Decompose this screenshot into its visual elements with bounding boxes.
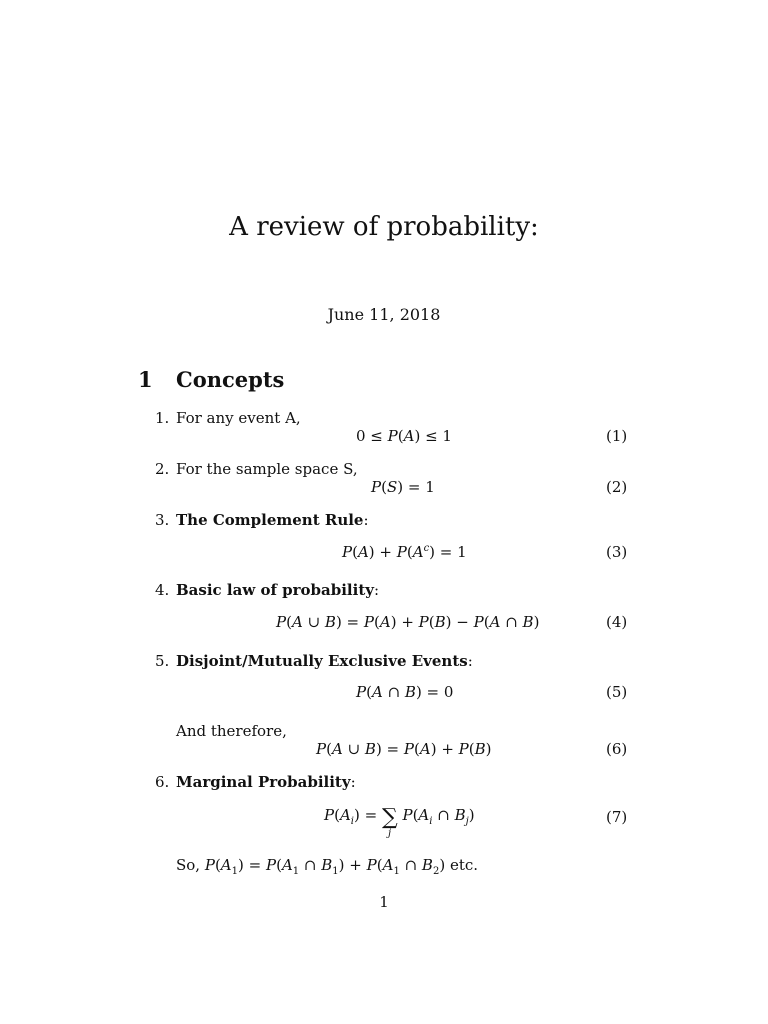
item-text: For any event A, [176,409,301,427]
item-number: 1. [155,409,170,427]
page-number: 1 [379,893,389,911]
document-title: A review of probability: [229,212,539,242]
item-text: The Complement Rule: [176,511,369,529]
item-number: 3. [155,511,170,529]
item-number: 6. [155,773,170,791]
item-label: Disjoint/Mutually Exclusive Events [176,652,468,670]
equation-number: (2) [606,478,628,496]
item-text: Marginal Probability: [176,773,356,791]
equation-number: (3) [606,543,628,561]
equation-number: (5) [606,683,628,701]
item-number: 2. [155,460,170,478]
item-label: Marginal Probability [176,773,351,791]
inline-equation: $P(A_1) = P(A_1$ ∩ $B_1) + P(A_1$ ∩ $B_2$) [204,856,446,877]
equation-5: P(A ∩ B) = 0 [356,683,454,701]
item-label: The Complement Rule [176,511,364,529]
equation-number: (7) [606,808,628,826]
item-text: Disjoint/Mutually Exclusive Events: [176,652,473,670]
note-text: So, $P(A_1) = P(A_1$ ∩ $B_1) + P(A_1$ ∩ $B_2$) etc. [176,856,479,877]
item-number: 4. [155,581,170,599]
item-text: For the sample space S, [176,460,358,478]
item-number: 5. [155,652,170,670]
section-title: Concepts [176,367,285,392]
equation-4: P(A ∪ B) = P(A) + P(B) − P(A ∩ B) [276,613,540,631]
document-date: June 11, 2018 [327,305,441,324]
equation-number: (6) [606,740,628,758]
equation-3: $P(A) + P(A^c) = 1$ [342,543,467,561]
summation-symbol: ∑ j [381,805,398,839]
equation-6: P(A ∪ B) = P(A) + P(B) [316,740,492,758]
followup-text: And therefore, [176,722,287,740]
section-number: 1 [138,367,153,392]
equation-number: (1) [606,427,628,445]
item-label: Basic law of probability [176,581,374,599]
equation-1: 0 ≤ P(A) ≤ 1 [356,427,452,445]
equation-7: $P(A_i)$ = ∑ j $P(A_i$ ∩ $B_j$) [324,805,475,839]
item-text: Basic law of probability: [176,581,380,599]
equation-2: P(S) = 1 [371,478,435,496]
equation-number: (4) [606,613,628,631]
